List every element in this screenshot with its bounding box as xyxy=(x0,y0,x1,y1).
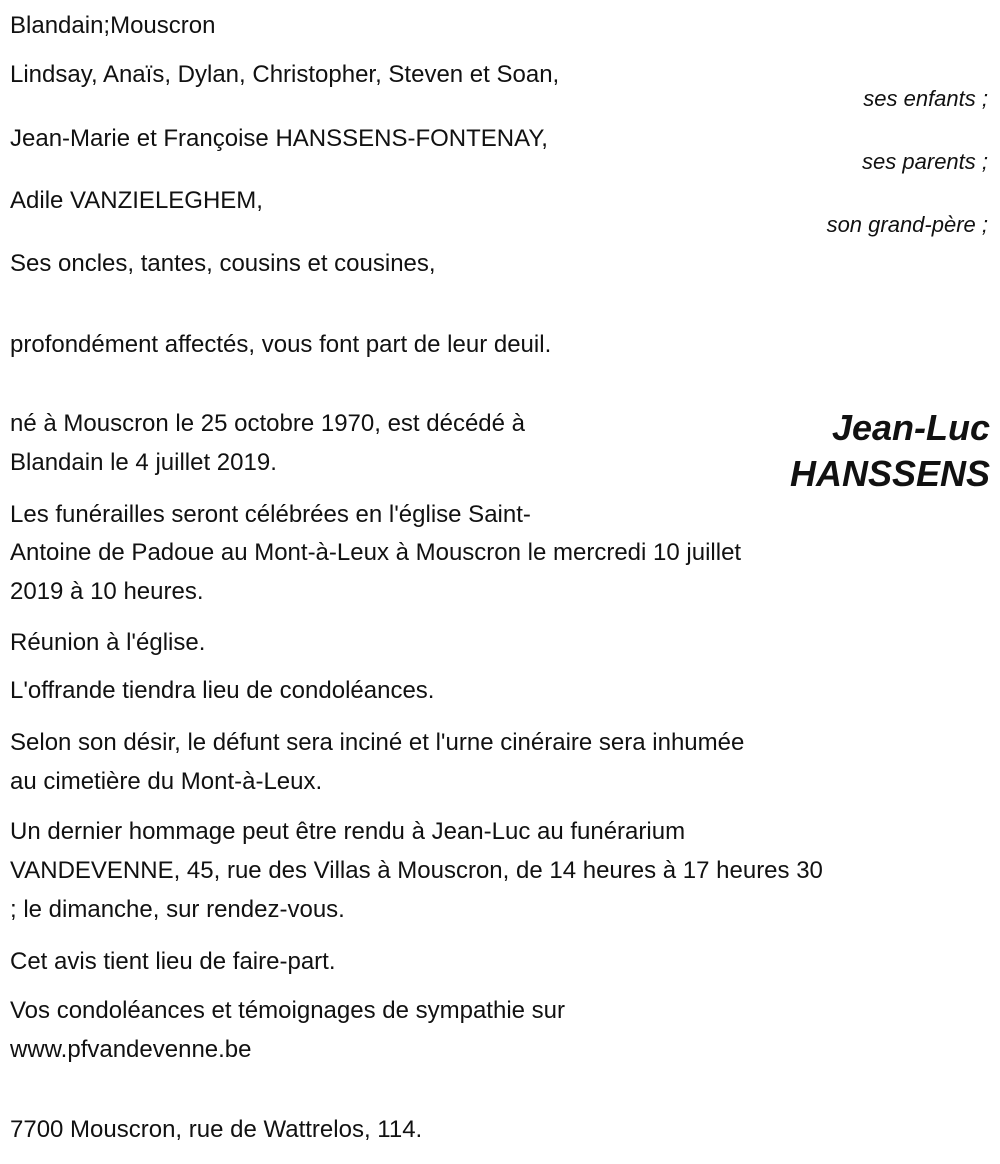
children-relation: ses enfants ; xyxy=(863,86,988,111)
birth-death-line-2: Blandain le 4 juillet 2019. xyxy=(10,449,277,476)
parents-names: Jean-Marie et Françoise HANSSENS-FONTENAY, xyxy=(10,125,548,152)
tribute-line-2: VANDEVENNE, 45, rue des Villas à Mouscron, de 14 heures à 17 heures 30 xyxy=(10,857,823,884)
condolences-line: Vos condoléances et témoignages de sympathie sur xyxy=(10,997,566,1024)
cremation-line-1: Selon son désir, le défunt sera inciné et l'urne cinéraire sera inhumée xyxy=(10,729,745,756)
location: Blandain;Mouscron xyxy=(10,12,216,39)
deceased-last-name: HANSSENS xyxy=(789,453,990,494)
children-names: Lindsay, Anaïs, Dylan, Christopher, Steven et Soan, xyxy=(10,61,560,88)
funeral-line-1: Les funérailles seront célébrées en l'église Saint- xyxy=(10,501,531,528)
notice: Cet avis tient lieu de faire-part. xyxy=(10,948,336,975)
cremation-line-2: au cimetière du Mont-à-Leux. xyxy=(10,768,323,795)
grandfather-relation: son grand-père ; xyxy=(826,212,988,237)
grandfather-name: Adile VANZIELEGHEM, xyxy=(10,187,263,214)
condolences-website[interactable]: www.pfvandevenne.be xyxy=(10,1036,252,1063)
tribute-line-1: Un dernier hommage peut être rendu à Jean-Luc au funérarium xyxy=(10,818,686,845)
funeral-line-3: 2019 à 10 heures. xyxy=(10,578,204,605)
address: 7700 Mouscron, rue de Wattrelos, 114. xyxy=(10,1116,423,1143)
announcement: profondément affectés, vous font part de leur deuil. xyxy=(10,331,552,358)
deceased-first-name: Jean-Luc xyxy=(831,407,990,448)
meeting: Réunion à l'église. xyxy=(10,629,206,656)
birth-death-line-1: né à Mouscron le 25 octobre 1970, est décédé à xyxy=(10,410,526,437)
other-relatives: Ses oncles, tantes, cousins et cousines, xyxy=(10,250,436,277)
offering: L'offrande tiendra lieu de condoléances. xyxy=(10,677,435,704)
parents-relation: ses parents ; xyxy=(862,149,988,174)
tribute-line-3: ; le dimanche, sur rendez-vous. xyxy=(10,896,345,923)
funeral-line-2: Antoine de Padoue au Mont-à-Leux à Mouscron le mercredi 10 juillet xyxy=(10,539,742,566)
